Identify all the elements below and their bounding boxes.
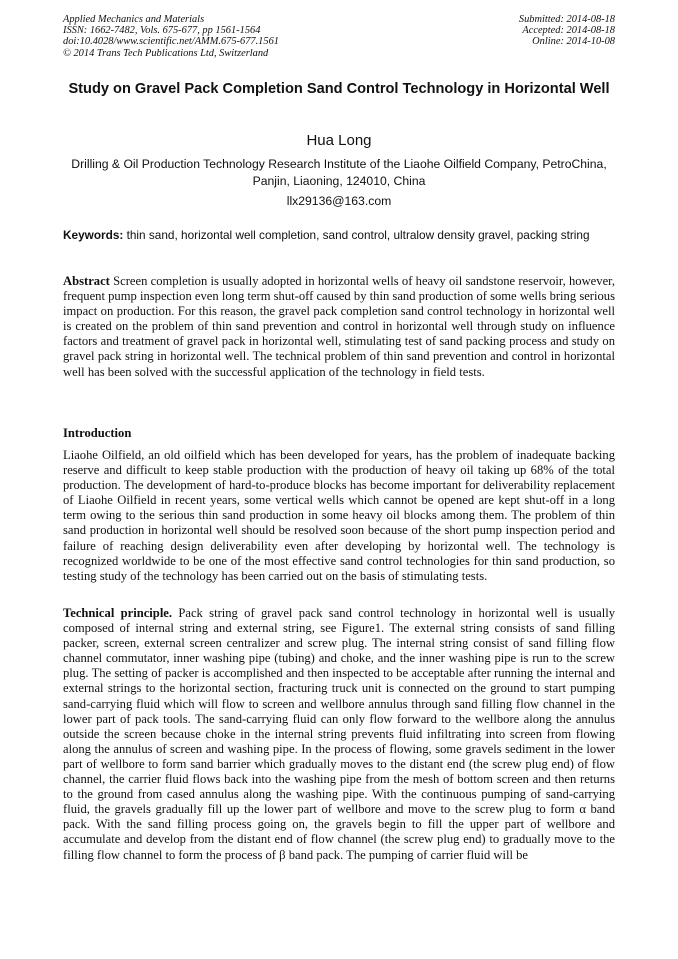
- abstract-label: Abstract: [63, 274, 110, 288]
- author-affiliation: Drilling & Oil Production Technology Research Institute of the Liaohe Oilfield Company, PetroChina, Panjin, Liaoning, 124010, China: [71, 157, 607, 188]
- introduction-paragraph: Liaohe Oilfield, an old oilfield which has been developed for years, has the problem of inadequate backing reserve and difficult to keep stable production with the production of heavy oil taking up 68% of the total production. The development of hard-to-produce blocks has become important for deliverability replacement of Liaohe Oilfield in recent years, some vertical wells which cannot be opened are kept shut-off in a long term owing to the serious thin sand production in some heavy oil blocks among them. The problem of thin sand production in horizontal well should be resolved soon because of the short pump inspection period and failure of reaching design deliverability even after developing by horizontal well. The technology is recognized worldwide to be one of the most effective sand control technologies for thin sand production, so testing study of the technology has been carried out on the basis of stimulating tests.: [63, 448, 615, 583]
- introduction-heading: Introduction: [63, 426, 132, 440]
- paper-title: Study on Gravel Pack Completion Sand Control Technology in Horizontal Well: [68, 81, 610, 97]
- submitted-date: Submitted: 2014-08-18: [518, 14, 615, 25]
- technical-principle-heading: Technical principle.: [63, 606, 173, 620]
- copyright-line: © 2014 Trans Tech Publications Ltd, Switzerland: [63, 47, 269, 59]
- publication-dates: [519, 14, 615, 48]
- technical-principle-paragraph: [63, 606, 615, 863]
- abstract-block: [63, 274, 615, 380]
- abstract-text: Screen completion is usually adopted in horizontal wells of heavy oil sandstone reservoir, however, frequent pump inspection even long term shut-off caused by thin sand production of some wells bring serious impact on production. For this reason, the gravel pack completion sand control technology in horizontal well is created on the problem of thin sand prevention and control in horizontal well through study on influence factors and treatment of gravel pack in horizontal well, stimulating test of sand packing process and study on gravel pack string in horizontal well. The technical problem of thin sand prevention and control in horizontal well has been solved with the successful application of the technology in field tests.: [63, 274, 615, 379]
- accepted-date: Accepted: 2014-08-18: [522, 25, 615, 37]
- journal-metadata: [63, 14, 279, 59]
- author-name: Hua Long: [306, 132, 372, 149]
- author-email: llx29136@163.com: [286, 194, 392, 208]
- online-date: Online: 2014-10-08: [532, 36, 615, 48]
- keywords-label: Keywords:: [63, 228, 124, 242]
- keywords-text: thin sand, horizontal well completion, sand control, ultralow density gravel, packing string: [126, 228, 590, 242]
- doi-line: doi:10.4028/www.scientific.net/AMM.675-677.1561: [63, 36, 279, 48]
- journal-name: Applied Mechanics and Materials: [63, 14, 205, 25]
- technical-principle-text: Pack string of gravel pack sand control technology in horizontal well is usually composed of internal string and external string, see Figure1. The external string consists of sand filling packer, screen, external screen centralizer and screw plug. The internal string consist of sand filling flow channel commutator, inner washing pipe (tubing) and choke, and the inner washing pipe is run to the screw plug. The setting of packer is accomplished and then inspected to be acceptable after running the internal and external strings to the horizontal section, fracturing truck unit is connected on the ground to start pumping sand-carrying fluid which will flow to screen and wellbore annulus through sand filling flow channel in the lower part of pack tools. The sand-carrying fluid can only flow forward to the wellbore along the annulus outside the screen because choke in the internal string prevents fluid infiltrating into screen from flowing along the annulus of screen and washing pipe. In the process of flowing, some gravels sediment in the lower part of wellbore to form sand barrier which gradually moves to the distant end (the screw plug end) of flow channel, the carrier fluid flows back into the washing pipe from the mesh of bottom screen and then returns to the ground from cased annulus along the washing pipe. With the continuous pumping of sand-carrying fluid, the gravels gradually fill up the lower part of wellbore and move to the screw plug to form α band pack. With the sand filling process going on, the gravels begin to fill the upper part of wellbore and accumulate and develop from the distant end of flow channel (the screw plug end) to gradually move to the filling flow channel to form the process of β band pack. The pumping of carrier fluid will be: [63, 606, 615, 862]
- issn-line: ISSN: 1662-7482, Vols. 675-677, pp 1561-1564: [63, 25, 261, 37]
- keywords-block: [63, 228, 615, 243]
